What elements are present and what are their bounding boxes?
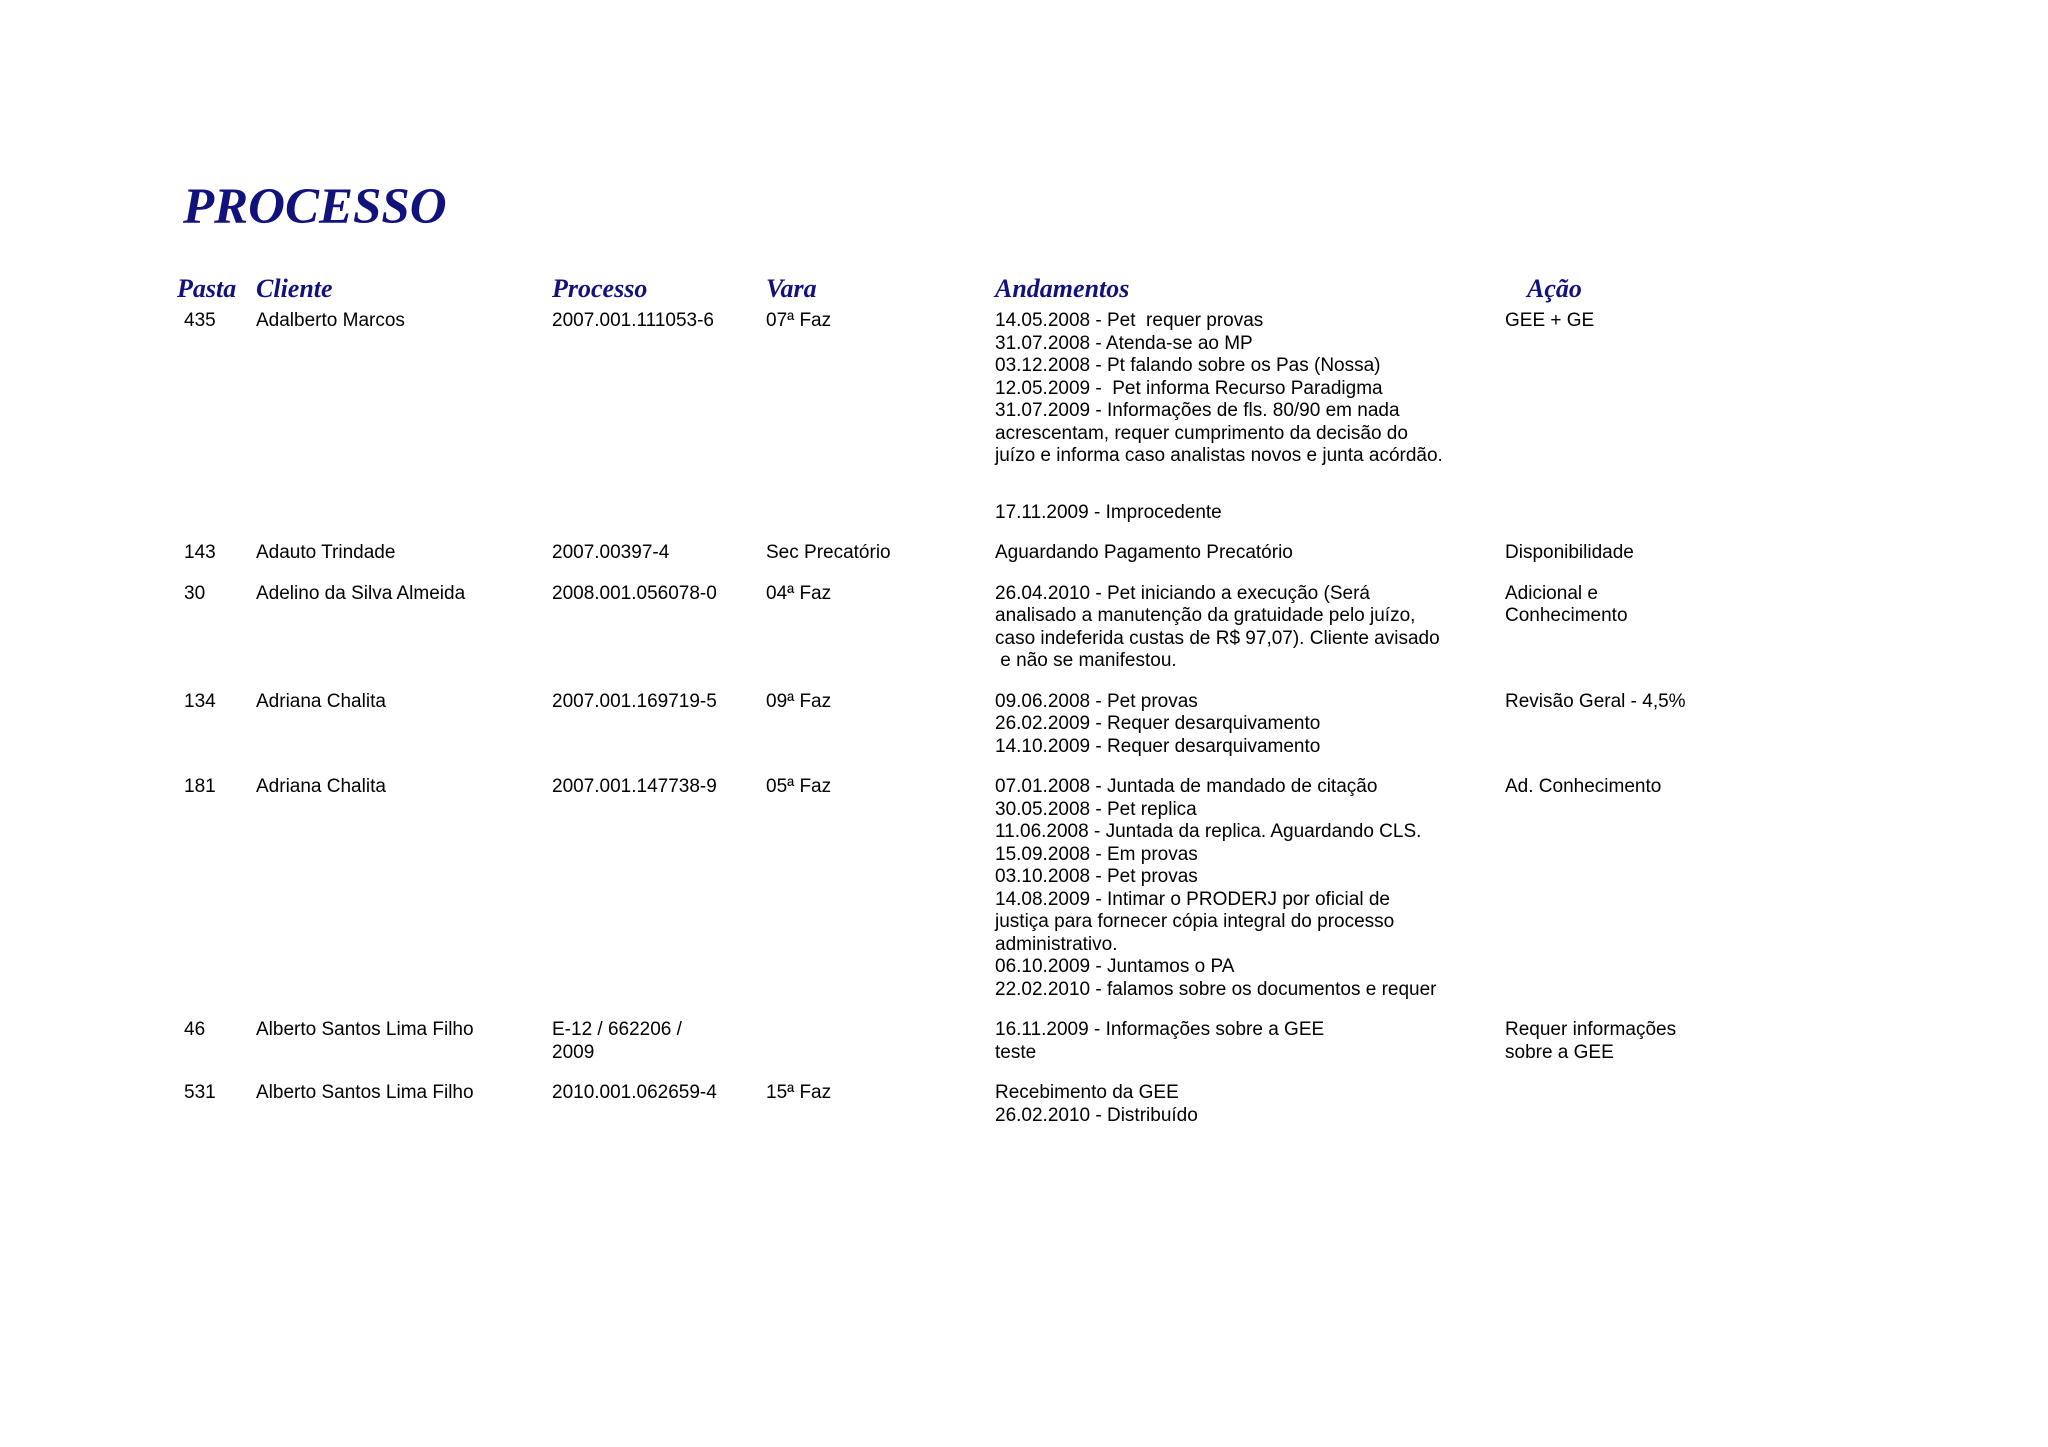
header-pasta: Pasta — [177, 274, 237, 303]
andamento-line: justiça para fornecer cópia integral do processo — [995, 911, 1395, 932]
andamento-line: teste — [995, 1041, 1037, 1063]
andamento-line: 11.06.2008 - Juntada da replica. Aguardando CLS. — [995, 821, 1422, 842]
cell-processo: 2007.00397-4 — [552, 542, 670, 563]
andamento-line: 15.09.2008 - Em provas — [995, 843, 1198, 865]
cell-pasta: 531 — [184, 1082, 216, 1103]
table-row — [177, 542, 1737, 583]
cell-pasta: 435 — [184, 310, 216, 331]
cell-vara: 15ª Faz — [766, 1082, 832, 1103]
cell-vara: Sec Precatório — [766, 542, 891, 563]
cell-pasta: 143 — [184, 542, 216, 563]
page-title: PROCESSO — [183, 179, 447, 235]
cell-acao — [1505, 583, 1737, 691]
cell-andamentos — [995, 776, 1505, 1019]
cell-acao — [1505, 542, 1737, 583]
table-row — [177, 1082, 1737, 1145]
cell-processo: 2010.001.062659-4 — [552, 1082, 717, 1103]
andamento-line: 03.12.2008 - Pt falando sobre os Pas (Nossa) — [995, 355, 1381, 376]
cell-vara — [766, 1019, 995, 1082]
acao-line: Disponibilidade — [1505, 542, 1634, 563]
andamento-line: 30.05.2008 - Pet replica — [995, 798, 1197, 820]
cell-pasta: 46 — [184, 1019, 206, 1040]
processo-line: 2009 — [552, 1041, 595, 1063]
cell-acao — [1505, 1019, 1737, 1082]
andamento-line: 09.06.2008 - Pet provas — [995, 690, 1198, 712]
acao-line: Adicional e — [1505, 582, 1598, 604]
cell-processo — [552, 1019, 766, 1082]
cell-processo: 2007.001.147738-9 — [552, 776, 717, 797]
cell-pasta: 30 — [184, 582, 206, 604]
cell-processo: 2008.001.056078-0 — [552, 582, 717, 604]
process-table — [177, 272, 1737, 1145]
cell-processo: 2007.001.169719-5 — [552, 690, 717, 712]
cell-acao — [1505, 776, 1737, 1019]
andamento-line: 14.08.2009 - Intimar o PRODERJ por oficial de — [995, 888, 1390, 910]
andamento-line: 26.04.2010 - Pet iniciando a execução (Será — [995, 582, 1370, 604]
andamento-line: 12.05.2009 - Pet informa Recurso Paradigma — [995, 377, 1383, 399]
acao-line: Requer informações — [1505, 1019, 1677, 1040]
andamento-line: acrescentam, requer cumprimento da decisão do — [995, 422, 1408, 444]
andamento-line: 22.02.2010 - falamos sobre os documentos e requer — [995, 978, 1437, 1000]
andamento-line: Recebimento da GEE — [995, 1082, 1179, 1103]
andamento-line: 14.10.2009 - Requer desarquivamento — [995, 735, 1321, 757]
acao-line: Conhecimento — [1505, 605, 1628, 626]
andamento-line: 26.02.2010 - Distribuído — [995, 1104, 1198, 1126]
header-acao: Ação — [1527, 274, 1582, 303]
cell-acao — [1505, 1082, 1737, 1145]
header-cliente: Cliente — [256, 274, 333, 303]
table-row — [177, 691, 1737, 777]
andamento-line: 14.05.2008 - Pet requer provas — [995, 310, 1264, 331]
cell-cliente: Alberto Santos Lima Filho — [256, 1019, 474, 1040]
andamento-line: 03.10.2008 - Pet provas — [995, 866, 1198, 887]
andamento-line: caso indeferida custas de R$ 97,07). Cliente avisado — [995, 627, 1440, 649]
andamento-line: 16.11.2009 - Informações sobre a GEE — [995, 1019, 1325, 1040]
andamento-line: Aguardando Pagamento Precatório — [995, 542, 1293, 563]
table-row — [177, 583, 1737, 691]
cell-cliente: Alberto Santos Lima Filho — [256, 1082, 474, 1103]
table-body — [177, 310, 1737, 1145]
andamento-line: analisado a manutenção da gratuidade pelo juízo, — [995, 605, 1416, 626]
cell-andamentos — [995, 583, 1505, 691]
cell-processo: 2007.001.111053-6 — [552, 310, 715, 331]
cell-cliente: Adriana Chalita — [256, 776, 386, 797]
cell-acao — [1505, 310, 1737, 542]
cell-andamentos — [995, 1019, 1505, 1082]
cell-cliente: Adalberto Marcos — [256, 310, 405, 331]
cell-acao — [1505, 691, 1737, 777]
cell-andamentos — [995, 691, 1505, 777]
cell-vara: 05ª Faz — [766, 776, 832, 797]
acao-line: GEE + GE — [1505, 310, 1595, 331]
table-row — [177, 1019, 1737, 1082]
andamento-line: e não se manifestou. — [995, 650, 1177, 671]
cell-vara: 04ª Faz — [766, 582, 832, 604]
header-andamentos: Andamentos — [995, 274, 1130, 303]
andamento-line: 31.07.2008 - Atenda-se ao MP — [995, 332, 1253, 354]
andamento-line: 07.01.2008 - Juntada de mandado de citação — [995, 776, 1378, 797]
andamento-line: 17.11.2009 - Improcedente — [995, 501, 1222, 523]
cell-vara: 09ª Faz — [766, 690, 832, 712]
cell-cliente: Adauto Trindade — [256, 542, 396, 563]
cell-cliente: Adriana Chalita — [256, 690, 386, 712]
cell-cliente: Adelino da Silva Almeida — [256, 582, 466, 604]
andamento-line: juízo e informa caso analistas novos e junta acórdão. — [995, 445, 1443, 466]
andamento-line: administrativo. — [995, 933, 1118, 955]
header-processo: Processo — [552, 274, 648, 303]
cell-pasta: 181 — [184, 776, 216, 797]
cell-andamentos — [995, 1082, 1505, 1145]
header-vara: Vara — [766, 274, 817, 303]
acao-line: Ad. Conhecimento — [1505, 776, 1662, 797]
cell-andamentos — [995, 542, 1505, 583]
table-header-row — [177, 272, 1737, 310]
processo-line: E-12 / 662206 / — [552, 1019, 682, 1040]
table-row — [177, 310, 1737, 542]
cell-vara: 07ª Faz — [766, 310, 832, 331]
table-row — [177, 776, 1737, 1019]
acao-line: sobre a GEE — [1505, 1041, 1614, 1063]
acao-line: Revisão Geral - 4,5% — [1505, 690, 1686, 712]
andamento-line: 31.07.2009 - Informações de fls. 80/90 em nada — [995, 400, 1400, 421]
andamento-line: 06.10.2009 - Juntamos o PA — [995, 956, 1235, 977]
cell-pasta: 134 — [184, 690, 216, 712]
andamento-line: 26.02.2009 - Requer desarquivamento — [995, 713, 1321, 734]
cell-andamentos — [995, 310, 1505, 542]
